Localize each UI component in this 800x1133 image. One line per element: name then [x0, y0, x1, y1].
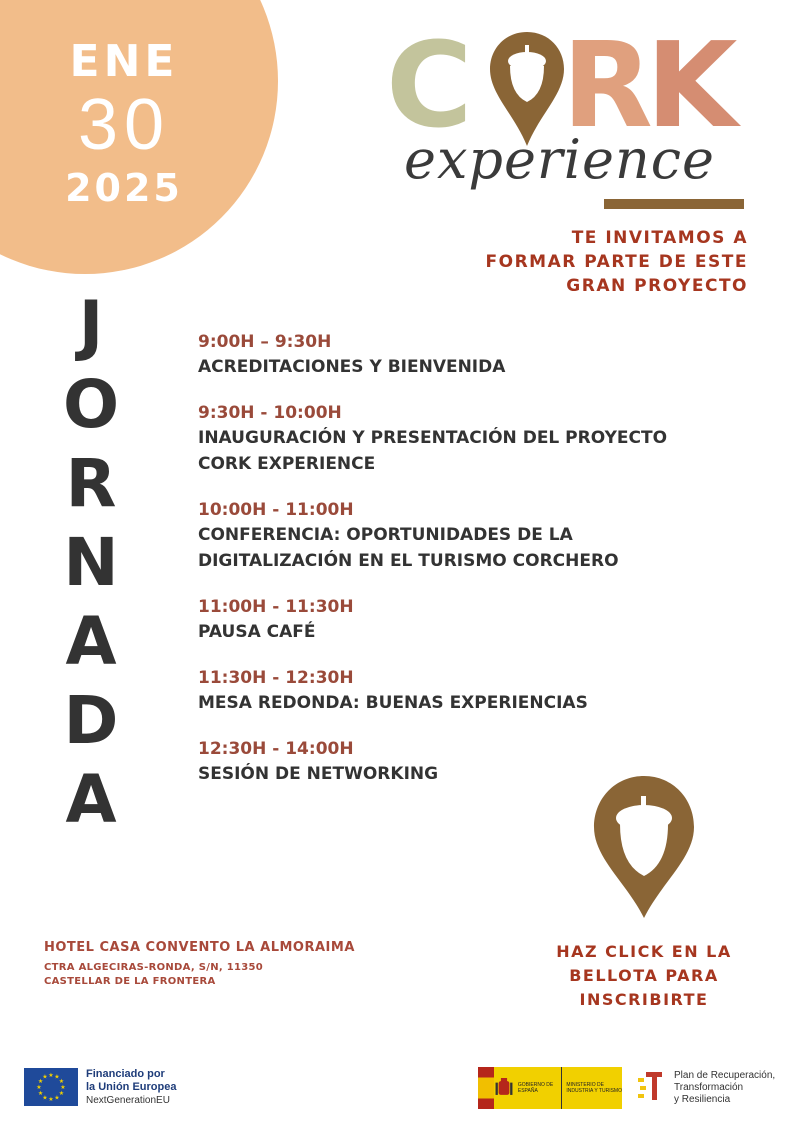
recovery-plan-line: Transformación	[674, 1082, 744, 1093]
eu-funding-line: la Unión Europea	[86, 1081, 177, 1093]
svg-text:★: ★	[60, 1084, 66, 1091]
date-day: 30	[77, 85, 171, 165]
logo-letter-r: R	[562, 16, 653, 154]
prtr-mark-icon	[636, 1068, 668, 1104]
cta-line: HAZ CLICK EN LA	[556, 942, 732, 961]
jornada-letter: J	[78, 287, 104, 364]
schedule-time: 12:30H - 14:00H	[198, 739, 354, 759]
invitation-text	[418, 226, 748, 298]
logo-script: experience	[404, 128, 715, 191]
schedule-time: 9:30H - 10:00H	[198, 403, 342, 423]
schedule-list	[198, 330, 758, 808]
svg-text:★: ★	[48, 1096, 54, 1103]
venue-address: CTRA ALGECIRAS-RONDA, S/N, 11350	[44, 962, 264, 973]
logo-underline	[604, 199, 744, 209]
jornada-letter: A	[65, 761, 117, 838]
schedule-item	[198, 595, 758, 645]
schedule-item	[198, 666, 758, 716]
svg-text:★: ★	[54, 1073, 60, 1081]
eu-funding-text	[86, 1068, 176, 1108]
jornada-letter: D	[63, 682, 119, 759]
register-cta[interactable]	[520, 940, 768, 1012]
schedule-title: PAUSA CAFÉ	[198, 622, 316, 642]
schedule-time: 10:00H - 11:00H	[198, 500, 354, 520]
invitation-line: GRAN PROYECTO	[566, 276, 748, 296]
svg-text:★: ★	[58, 1090, 65, 1097]
acorn-register-button[interactable]	[592, 774, 696, 920]
svg-text:★: ★	[58, 1078, 65, 1085]
svg-text:★: ★	[48, 1072, 54, 1079]
schedule-item	[198, 401, 758, 477]
venue-name: HOTEL CASA CONVENTO LA ALMORAIMA	[44, 940, 355, 955]
svg-text:★: ★	[42, 1073, 48, 1081]
gov-label: GOBIERNO DE ESPAÑA	[517, 1082, 554, 1094]
coat-of-arms-icon	[494, 1073, 514, 1103]
cork-experience-logo	[384, 16, 754, 210]
schedule-title: MESA REDONDA: BUENAS EXPERIENCIAS	[198, 693, 588, 713]
schedule-title: INAUGURACIÓN Y PRESENTACIÓN DEL PROYECTO CORK EXPERIENCE	[198, 428, 668, 474]
eu-funding-line: Financiado por	[86, 1068, 165, 1080]
jornada-vertical-title	[50, 286, 132, 839]
svg-text:★: ★	[42, 1094, 48, 1102]
svg-text:★: ★	[54, 1094, 60, 1102]
venue-info	[44, 940, 355, 989]
jornada-letter: R	[65, 445, 117, 522]
eu-nextgen: NextGenerationEU	[86, 1095, 170, 1106]
schedule-time: 9:00H – 9:30H	[198, 332, 332, 352]
eu-flag-icon	[24, 1068, 78, 1106]
venue-city: CASTELLAR DE LA FRONTERA	[44, 976, 216, 987]
schedule-time: 11:30H - 12:30H	[198, 668, 354, 688]
invitation-line: TE INVITAMOS A	[571, 228, 748, 248]
svg-text:★: ★	[37, 1090, 44, 1097]
date-year: 2025	[65, 166, 183, 210]
schedule-title: CONFERENCIA: OPORTUNIDADES DE LA DIGITALIZACIÓN EN EL TURISMO CORCHERO	[198, 525, 619, 571]
svg-text:★: ★	[37, 1078, 44, 1085]
schedule-time: 11:00H - 11:30H	[198, 597, 354, 617]
jornada-letter: N	[63, 524, 119, 601]
jornada-letter: A	[65, 603, 117, 680]
spain-flag-icon	[478, 1067, 494, 1109]
government-logo	[478, 1067, 622, 1109]
logo-letter-c: C	[386, 16, 473, 154]
invitation-line: FORMAR PARTE DE ESTE	[485, 252, 748, 272]
cta-line: INSCRIBIRTE	[579, 990, 709, 1009]
schedule-item	[198, 498, 758, 574]
ministry-label: MINISTERIO DE INDUSTRIA Y TURISMO	[566, 1082, 622, 1094]
recovery-plan-line: Plan de Recuperación,	[674, 1070, 776, 1081]
schedule-title: SESIÓN DE NETWORKING	[198, 764, 439, 784]
cta-line: BELLOTA PARA	[569, 966, 719, 985]
svg-text:★: ★	[36, 1084, 42, 1091]
recovery-plan-line: y Resiliencia	[674, 1094, 731, 1105]
jornada-letter: O	[62, 366, 120, 443]
schedule-item	[198, 330, 758, 380]
recovery-plan-text	[674, 1070, 800, 1106]
logo-letter-k: K	[646, 16, 738, 154]
schedule-title: ACREDITACIONES Y BIENVENIDA	[198, 357, 506, 377]
date-month: ENE	[69, 36, 179, 87]
